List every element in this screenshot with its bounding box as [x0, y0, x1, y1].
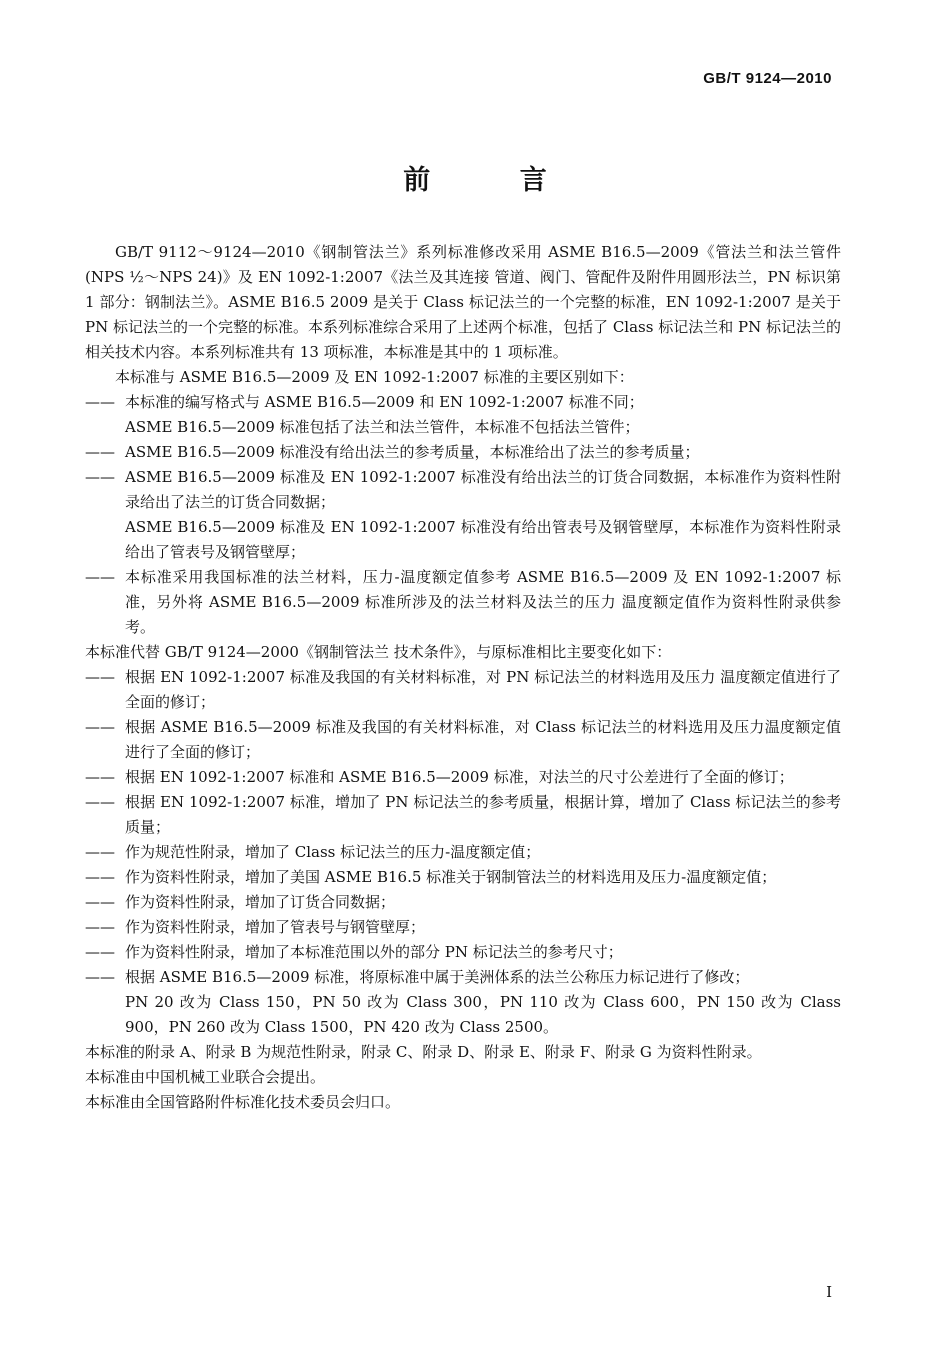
change-text: 作为资料性附录，增加了本标准范围以外的部分 PN 标记法兰的参考尺寸； [125, 943, 623, 961]
change-item [85, 890, 841, 915]
dash-marker: —— [85, 843, 115, 861]
change-item [85, 940, 841, 965]
document-body [85, 240, 841, 1115]
change-item [85, 965, 841, 990]
difference-subitem: ASME B16.5—2009 标准包括了法兰和法兰管件，本标准不包括法兰管件； [125, 418, 640, 436]
difference-text: ASME B16.5—2009 标准没有给出法兰的参考质量，本标准给出了法兰的参考质量； [125, 443, 700, 461]
change-item [85, 790, 841, 840]
change-text: 根据 ASME B16.5—2009 标准及我国的有关材料标准，对 Class 标记法兰的材料选用及压力温度额定值进行了全面的修订； [125, 718, 841, 761]
change-item [85, 865, 841, 890]
difference-text: 本标准采用我国标准的法兰材料，压力-温度额定值参考 ASME B16.5—2009 及 EN 1092-1:2007 标准，另外将 ASME B16.5—2009 标准所涉及的法兰材料及法兰的压力 温度额定值作为资料性附录供参考。 [125, 568, 841, 636]
change-text: 作为资料性附录，增加了美国 ASME B16.5 标准关于钢制管法兰的材料选用及压力-温度额定值； [125, 868, 777, 886]
dash-marker: —— [85, 893, 115, 911]
change-subitem: PN 20 改为 Class 150，PN 50 改为 Class 300，PN 110 改为 Class 600，PN 150 改为 Class 900，PN 260 改为 Class 1500，PN 420 改为 Class 2500。 [125, 993, 841, 1036]
difference-item [85, 390, 841, 415]
dash-marker: —— [85, 568, 115, 586]
changes-intro: 本标准代替 GB/T 9124—2000《钢制管法兰 技术条件》，与原标准相比主要变化如下： [85, 643, 672, 661]
dash-marker: —— [85, 718, 115, 736]
dash-marker: —— [85, 793, 115, 811]
standard-code: GB/T 9124—2010 [703, 70, 832, 87]
difference-item [85, 465, 841, 515]
change-text: 根据 EN 1092-1:2007 标准及我国的有关材料标准，对 PN 标记法兰的材料选用及压力 温度额定值进行了全面的修订； [125, 668, 841, 711]
change-text: 根据 ASME B16.5—2009 标准，将原标准中属于美洲体系的法兰公称压力标记进行了修改； [125, 968, 750, 986]
change-item [85, 665, 841, 715]
difference-subitem: ASME B16.5—2009 标准及 EN 1092-1:2007 标准没有给出管表号及钢管壁厚，本标准作为资料性附录给出了管表号及钢管壁厚； [125, 518, 841, 561]
dash-marker: —— [85, 968, 115, 986]
proposed-by-statement: 本标准由中国机械工业联合会提出。 [85, 1068, 326, 1086]
change-text: 作为资料性附录，增加了管表号与钢管壁厚； [125, 918, 426, 936]
change-item [85, 840, 841, 865]
differences-intro: 本标准与 ASME B16.5—2009 及 EN 1092-1:2007 标准的主要区别如下： [115, 368, 634, 386]
difference-item [85, 565, 841, 640]
change-item [85, 915, 841, 940]
dash-marker: —— [85, 868, 115, 886]
change-item [85, 715, 841, 765]
dash-marker: —— [85, 768, 115, 786]
dash-marker: —— [85, 468, 115, 486]
dash-marker: —— [85, 668, 115, 686]
change-text: 作为资料性附录，增加了订货合同数据； [125, 893, 396, 911]
difference-text: 本标准的编写格式与 ASME B16.5—2009 和 EN 1092-1:2007 标准不同； [125, 393, 644, 411]
difference-item [85, 440, 841, 465]
difference-text: ASME B16.5—2009 标准及 EN 1092-1:2007 标准没有给出法兰的订货合同数据，本标准作为资料性附录给出了法兰的订货合同数据； [125, 468, 841, 511]
change-item [85, 765, 841, 790]
dash-marker: —— [85, 443, 115, 461]
managed-by-statement: 本标准由全国管路附件标准化技术委员会归口。 [85, 1093, 401, 1111]
change-text: 根据 EN 1092-1:2007 标准和 ASME B16.5—2009 标准，对法兰的尺寸公差进行了全面的修订； [125, 768, 794, 786]
page-number: I [826, 1283, 832, 1301]
page-title: 前 言 [403, 165, 587, 196]
change-text: 根据 EN 1092-1:2007 标准，增加了 PN 标记法兰的参考质量，根据计算，增加了 Class 标记法兰的参考质量； [125, 793, 841, 836]
change-text: 作为规范性附录，增加了 Class 标记法兰的压力-温度额定值； [125, 843, 541, 861]
dash-marker: —— [85, 943, 115, 961]
dash-marker: —— [85, 918, 115, 936]
annex-statement: 本标准的附录 A、附录 B 为规范性附录，附录 C、附录 D、附录 E、附录 F、附录 G 为资料性附录。 [85, 1043, 762, 1061]
intro-paragraph: GB/T 9112～9124—2010《钢制管法兰》系列标准修改采用 ASME B16.5—2009《管法兰和法兰管件(NPS ½～NPS 24)》及 EN 1092-1:2007《法兰及其连接 管道、阀门、管配件及附件用圆形法兰，PN 标识第 1 部分：钢制法兰》。ASME B16.5 2009 是关于 Class 标记法兰的一个完整的标准，EN 1092-1:2007 是关于 PN 标记法兰的一个完整的标准。本系列标准综合采用了上述两个标准，包括了 Class 标记法兰和 PN 标记法兰的相关技术内容。本系列标准共有 13 项标准，本标准是其中的 1 项标准。 [85, 243, 841, 361]
dash-marker: —— [85, 393, 115, 411]
